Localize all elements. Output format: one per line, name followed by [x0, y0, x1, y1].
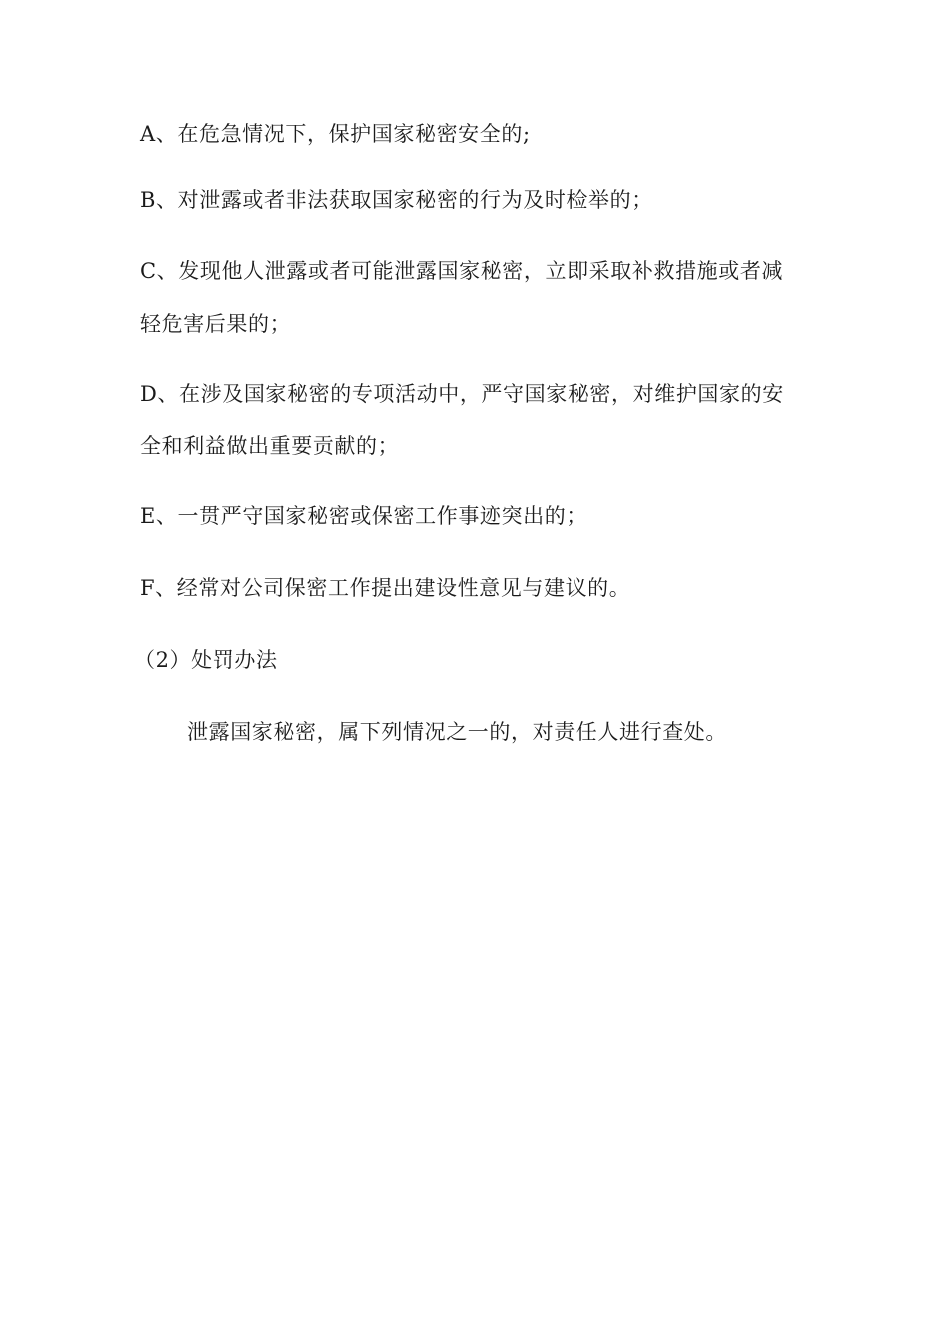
section-heading: （2）处罚办法	[134, 648, 278, 672]
list-item-c-line-2: 轻危害后果的；	[140, 312, 292, 336]
list-item-f: F、经常对公司保密工作提出建设性意见与建议的。	[140, 576, 631, 600]
list-item-d-line-1: D、在涉及国家秘密的专项活动中，严守国家秘密，对维护国家的安	[140, 382, 784, 406]
list-item-a: A、在危急情况下，保护国家秘密安全的;	[140, 122, 531, 146]
list-item-d-line-2: 全和利益做出重要贡献的；	[140, 434, 400, 458]
body-paragraph: 泄露国家秘密，属下列情况之一的，对责任人进行查处。	[187, 720, 727, 744]
list-item-c-line-1: C、发现他人泄露或者可能泄露国家秘密，立即采取补救措施或者减	[140, 259, 784, 283]
list-item-e: E、一贯严守国家秘密或保密工作事迹突出的；	[140, 504, 588, 528]
list-item-b: B、对泄露或者非法获取国家秘密的行为及时检举的；	[140, 188, 653, 212]
